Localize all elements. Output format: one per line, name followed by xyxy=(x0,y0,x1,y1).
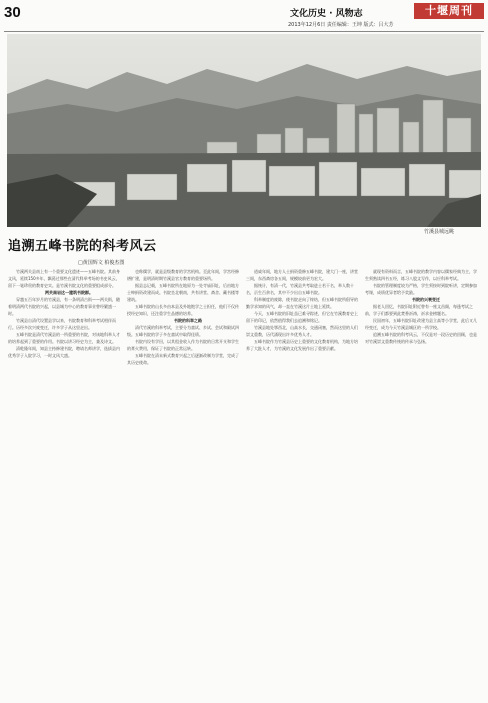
article-column-3 xyxy=(246,268,360,352)
photo-caption: 竹溪县城远眺 xyxy=(424,229,455,235)
paragraph: 竹溪县地处鄂西北，山高水长，交通闭塞，然而这里的人们崇文重教，历代涌现出许多优秀人才。 xyxy=(246,325,358,337)
section-title: 文化历史 · 风物志 xyxy=(290,9,363,19)
article-column-1 xyxy=(8,268,122,359)
paragraph: 五峰书院是清代竹溪县的一所重要的书院，对该地科举人才的培养起到了重要的作用。书院以讲习经史为主，兼及诗文。 xyxy=(8,332,120,344)
town-photo xyxy=(7,34,481,227)
paragraph: 竹溪两关县南上有一个重要文化遗迹——五峰书院。其前身文风，延续150多年，飘荡过那些在清代科举考场的书史风云，留下一笔珍贵的教育史实。是竹溪书院文化的重要组成部分。 xyxy=(8,269,120,288)
article-title: 追溯五峰书院的科考风云 xyxy=(8,239,157,254)
article-byline: □黄国辉文 柏俊杰图 xyxy=(78,260,125,266)
paragraph: 就现有资料而言，五峰书院的教学内容以儒家经典为主，学生须熟读四书五经，练习八股文写作，以应科举考试。 xyxy=(365,269,477,281)
paragraph-subhead: 两关南岩这一建筑书院群。 xyxy=(45,290,93,295)
paragraph: 书院的管理制度较为严格，学生须按时到院听讲，定期参加考课，成绩优异者给予奖励。 xyxy=(365,283,477,295)
paragraph: 五峰书院作为竹溪县历史上重要的文化教育机构，为地方培养了大批人才，为竹溪的文化发展作出了重要贡献。 xyxy=(246,339,358,351)
paragraph: 穿越五百年岁月的竹溪县，有一条明清古街——两关街，随着明清两代书院的兴起，以县城为中心的教育事业曾经繁盛一时。 xyxy=(8,297,120,316)
page-number: 30 xyxy=(4,4,21,21)
paragraph: 据县志记载，五峰书院所在地原为一处寺庙旧址，后由地方士绅捐资改建而成。书院坐北朝南，共有讲堂、斋舍、藏书楼等建筑。 xyxy=(127,283,239,302)
section-subhead: 书院的科举之路 xyxy=(174,318,202,323)
article-column-2 xyxy=(127,268,241,366)
header-divider xyxy=(4,31,484,32)
paragraph: 清代竹溪的科举考试，主要分为童试、乡试、会试和殿试四级。五峰书院的学子多在童试中取得佳绩。 xyxy=(127,325,239,337)
article-column-4 xyxy=(365,268,479,345)
paragraph: 据统计，有清一代，竹溪县共考取进士若干名，举人数十名，贡生百余名，其中不少出自五峰书院。 xyxy=(246,283,354,295)
paragraph: 科举制度的废除，使书院走向了终结，但五峰书院所倡导的勤学求知的风气，却一直在竹溪这片土地上延续。 xyxy=(246,297,358,309)
section-subhead: 书院的兴衰变迁 xyxy=(412,297,440,302)
page-header xyxy=(0,0,488,34)
paragraph: 竹溪县自清代设置县学以来，书院教育和科举考试相伴而行。历经多次兴废变迁，许多学子从这里走出。 xyxy=(8,318,116,330)
dateline: 2013年12月6日 责任编辑：王坤 版式：吕大芳 xyxy=(288,22,394,28)
paragraph: 道咸年间，地方人士捐资重修五峰书院，建大门一座，讲堂三间，东西斋房各五间，规模较前更为宏大。 xyxy=(246,269,358,281)
paragraph: 五峰书院的山长多由本县及外地饱学之士担任，他们不仅传授经史知识，还注重学生品德的培养。 xyxy=(127,304,239,316)
paragraph: 追溯五峰书院的科考风云，不仅是对一段历史的回顾，也是对竹溪崇文重教传统的传承与弘扬。 xyxy=(365,332,477,344)
brand-badge: 十堰周刊 xyxy=(414,3,484,19)
paragraph: 据老人回忆，书院旧址附近曾有一座文昌阁，每逢考试之前，学子们都要到此焚香祈祷，祈求金榜题名。 xyxy=(365,304,473,316)
paragraph: 民国初年，五峰书院旧址改建为县立高等小学堂，此后又几经变迁，成为今天竹溪县城区的一所学校。 xyxy=(365,318,477,330)
paragraph: 也称儒学，就是县级教育的学宫机构。至此年间，学宫经修缮扩建，是明清时期竹溪县官方教育的重要场所。 xyxy=(127,269,239,281)
paragraph: 今天，五峰书院的旧址虽已难寻踪迹，但它在竹溪教育史上留下的印记，依然值得我们去追溯和铭记。 xyxy=(246,311,358,323)
paragraph: 清乾隆年间，知县主持修建书院，聘请名师讲学，选拔县内优秀学子入院学习，一时文风大盛。 xyxy=(8,346,120,358)
paragraph: 五峰书院在清末新式教育兴起之后逐渐改制为学堂，完成了其历史使命。 xyxy=(127,353,239,365)
town-landscape-image xyxy=(7,34,481,227)
paragraph: 书院内设有学田，以其租金收入作为书院的日常开支和学生的膏火费用，保证了书院的正常运转。 xyxy=(127,339,239,351)
